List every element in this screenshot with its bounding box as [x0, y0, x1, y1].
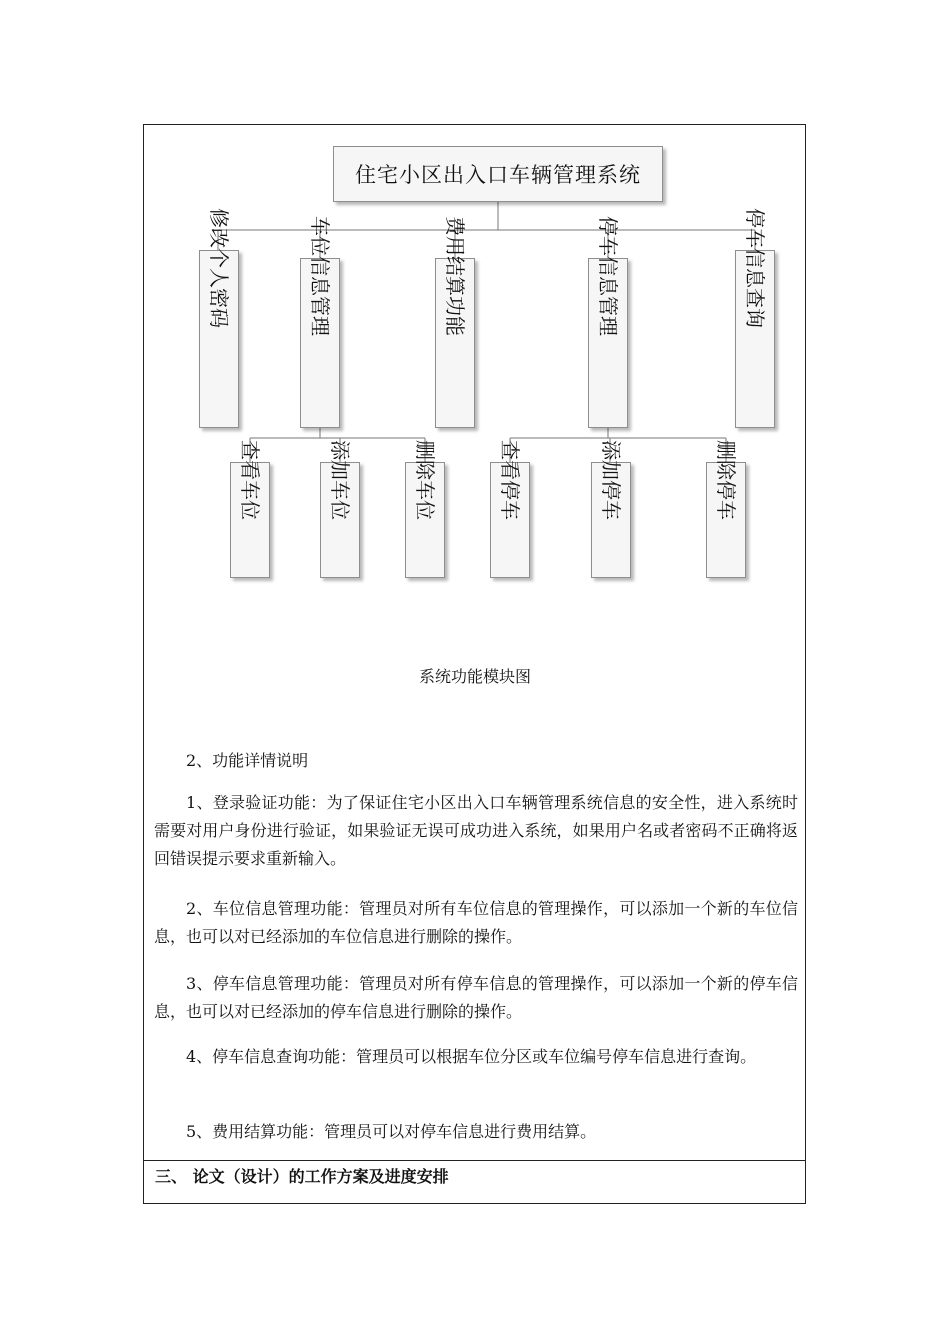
paragraph-parking-query: 4、停车信息查询功能：管理员可以根据车位分区或车位编号停车信息进行查询。 — [186, 1047, 757, 1066]
root-node-label: 住宅小区出入口车辆管理系统 — [355, 163, 641, 187]
module-label: 费用结算功能 — [443, 216, 467, 336]
module-label: 修改个人密码 — [207, 208, 231, 328]
paragraph-parking-space-management: 2、车位信息管理功能：管理员对所有车位信息的管理操作，可以添加一个新的车位信息，也可以对已经添加的车位信息进行删除的操作。 — [154, 899, 798, 946]
submodule-node-view-parking — [490, 440, 530, 578]
module-node-parking-management — [588, 216, 628, 428]
module-node-parking-space-management — [300, 216, 340, 428]
submodule-label: 添加车位 — [328, 440, 352, 520]
root-node-system — [333, 146, 663, 202]
module-node-change-password — [199, 208, 239, 428]
submodule-node-delete-space — [405, 440, 445, 578]
submodule-node-view-space — [230, 440, 270, 578]
submodule-label: 删除车位 — [413, 440, 437, 520]
module-label: 停车信息查询 — [743, 208, 767, 328]
diagram-caption: 系统功能模块图 — [418, 667, 531, 686]
paragraph-parking-management: 3、停车信息管理功能：管理员对所有停车信息的管理操作，可以添加一个新的停车信息，也可以对已经添加的停车信息进行删除的操作。 — [154, 974, 798, 1021]
submodule-label: 查看车位 — [238, 440, 262, 520]
submodule-label: 删除停车 — [714, 440, 738, 520]
section-heading: 2、功能详情说明 — [186, 751, 309, 770]
submodule-label: 查看停车 — [498, 440, 522, 520]
submodule-node-delete-parking — [706, 440, 746, 578]
next-section-title: 三、 论文（设计）的工作方案及进度安排 — [155, 1167, 449, 1186]
module-label: 停车信息管理 — [596, 216, 620, 336]
submodule-node-add-space — [320, 440, 360, 578]
paragraph-login-verification: 1、登录验证功能：为了保证住宅小区出入口车辆管理系统信息的安全性，进入系统时需要对用户身份进行验证，如果验证无误可成功进入系统，如果用户名或者密码不正确将返回错误提示要求重新输入。 — [154, 793, 798, 868]
paragraph-fee-settlement: 5、费用结算功能：管理员可以对停车信息进行费用结算。 — [186, 1122, 597, 1141]
submodule-label: 添加停车 — [599, 440, 623, 520]
submodule-node-add-parking — [591, 440, 631, 578]
module-node-fee-settlement — [435, 216, 475, 428]
table-row-divider — [143, 1160, 806, 1161]
module-label: 车位信息管理 — [308, 216, 332, 336]
module-node-parking-query — [735, 208, 775, 428]
